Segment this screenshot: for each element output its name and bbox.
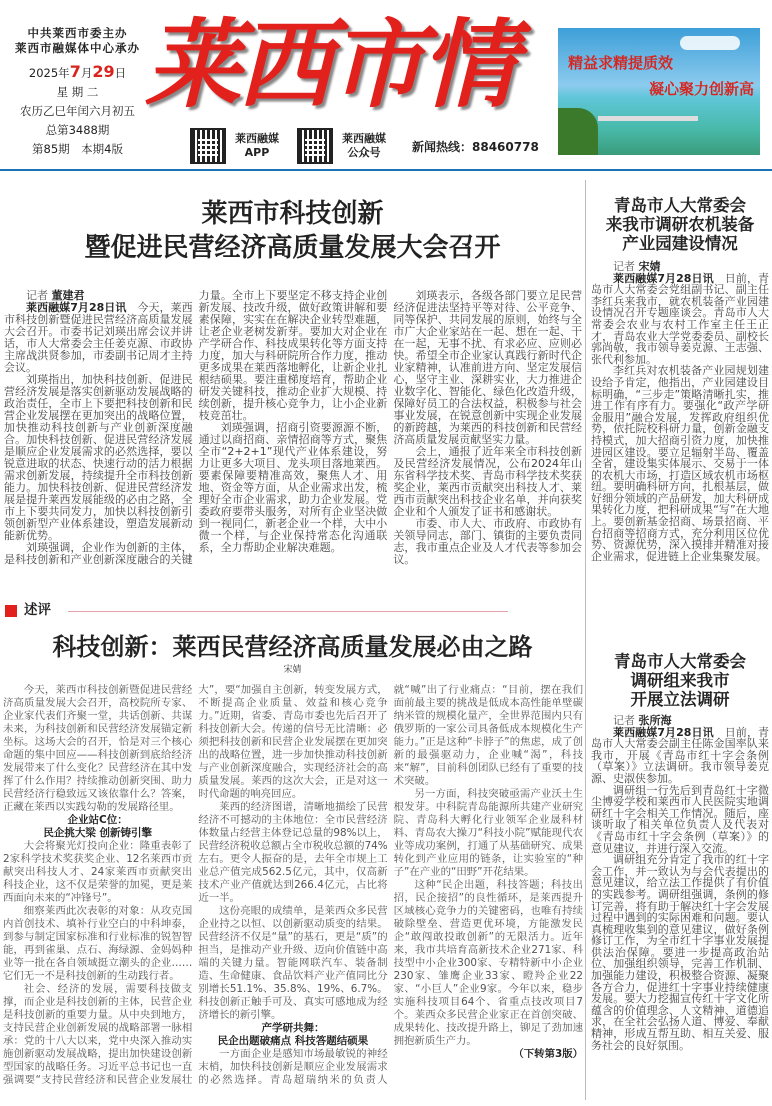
- qr-code-wechat-icon[interactable]: [297, 128, 333, 164]
- paragraph-text: 日前，青岛市人大常委会副主任陈金国率队来我市，开展《青岛市红十字会条例（草案）》立法调研。我市领导姜克源、史淑侠参加。: [591, 725, 770, 785]
- issue-info: [10, 26, 145, 159]
- date-year: 2025年: [28, 66, 70, 80]
- paragraph: 刘瑛表示，各级各部门要立足民营经济促进法坚持平等对待、公平竞争、同等保护、共同发展的原则，始终与全市广大企业家站在一起、想在一起、干在一起，无事不扰、有求必应、应则必快。希望全市企业家认真践行新时代企业家精神，认准前进方向、坚定发展信心，坚守主业、深耕实业，大力推进企业数字化、智能化、绿色化改造升级，保障好员工的合法权益，积极参与社会事业发展，在锐意创新中实现企业发展的新跨越，为莱西的科技创新和民营经济高质量发展贡献坚实力量。: [393, 289, 582, 446]
- section-header: [5, 603, 585, 619]
- paragraph: 李红兵对农机装备产业园规划建设给予肯定，他指出，产业园建设目标明确，“三步走”策略清晰扎实，推进工作有序有力。要强化“政产学研金服用”融合发展，发挥政府组织优势，依托院校科研力量，创新金融支持模式，加大招商引资力度，加快推进园区建设。要立足辐射半岛、覆盖全省，建设集实体展示、交易于一体的农机大市场，打造区域农机市场枢纽。要明确科研方向，扎根基层，做好细分领域的产品研发，加大科研成果转化力度，把科研成果“写”在大地上。要创新基金招商、场景招商、平台招商等招商方式，充分利用区位优势、资源优势，深入摸排并精准对接企业需求，促进链上企业集聚发展。: [591, 364, 769, 563]
- byline-label: 记者: [613, 714, 635, 727]
- dateline: 莱西融媒7月28日讯: [613, 271, 714, 285]
- total-issue: 总第3488期: [45, 123, 110, 137]
- lead-title-line2: 暨促进民营经济高质量发展大会召开: [84, 233, 501, 263]
- issue-number: 第85期 本期4版: [32, 142, 123, 156]
- side-article-1: [591, 196, 769, 562]
- date-month-unit: 月: [80, 66, 93, 80]
- subheading: 民企挑大梁 创新铸引擎: [43, 827, 152, 839]
- date-day-unit: 日: [114, 66, 127, 80]
- lead-title-line1: 莱西市科技创新: [201, 199, 384, 229]
- column-divider: [585, 180, 586, 1100]
- side2-title-line: 开展立法调研: [630, 690, 730, 709]
- commentary-body: [3, 684, 583, 1087]
- paragraph: 一方面企业是感知市场最敏锐的神经末梢，加快科技创新是顺应企业发展需求的必然选择。青岛超瑞纳米的负责人就“喊”出了行业痛点：“目前，摆在我们面前最主要的挑战是低成本高性能单壁碳纳米管的规模化量产，全世界范围内只有俄罗斯的一家公司具备低成本规模化生产能力。”正是这种“卡脖子”的焦虑，成了创新的最强驱动力，企业喊“渴”，科技来“解”，目前科创团队已经有了重要的技术突破。: [198, 684, 583, 1086]
- section-label: 述评: [24, 602, 51, 618]
- qr-app-label: 莱西融媒 APP: [235, 132, 279, 159]
- subheading: 民企出题破痛点 科技答题结硕果: [217, 1035, 369, 1047]
- lead-article-body: [4, 290, 582, 566]
- paragraph: [591, 273, 769, 366]
- lunar-date: 农历乙巳年闰六月初五: [20, 104, 135, 118]
- cloud-shape: [680, 36, 740, 50]
- red-square-icon: [5, 605, 17, 617]
- paragraph-text: 日前，青岛市人大常委会党组副书记、副主任李红兵来我市，就农机装备产业园建设情况召开专题座谈会。青岛市人大常委会农业与农村工作室主任王正才，青岛农业大学党委委员、副校长郭尚敬，我市领导姜克源、王志强、张代利参加。: [591, 271, 770, 366]
- paragraph: [591, 727, 769, 785]
- side2-title-line: 调研组来我市: [630, 671, 730, 690]
- side-article-2: [591, 652, 769, 1051]
- paragraph: 社会、经济的发展，需要科技做支撑，而企业是科技创新的主体，民营企业是科技创新的重要力量。从中央到地方，支持民营企业创新发展的战略部署一脉相承：党的十八大以来，党中央深入推动实施创新驱动发展战略，提出加快建设创新型国家的战略任务。习近平总书记也一直强调要“支持民营经济和民营企业发展壮大”，要“加强自主创新，转变发展方式，不断提高企业质量、效益和核心竞争力。”近期，省委、青岛市委也先后召开了科技创新大会。传递的信号无比清晰：必须把科技创新和民营企业发展摆在更加突出的战略位置，进一步加快推动科技创新与产业创新深度融合，实现经济社会的高质量发展。莱西的这次大会，正是对这一时代命题的响亮回应。: [3, 684, 388, 1086]
- pier-shape: [598, 116, 698, 121]
- issue-date: [10, 62, 145, 83]
- paragraph: 细察莱西此次表彰的对象：从攻克国内首创技术、填补行业空白的中科坤泰，到参与制定国家标准和行业标准的锐智智能，再到雀巢、点石、海绿源、金妈妈种业等一批在各自领域挺立潮头的企业……它们无一不是科技创新的生动践行者。: [3, 905, 193, 982]
- section-rule: [68, 611, 508, 612]
- header-rule: [0, 169, 772, 171]
- paragraph: 调研组充分肯定了我市的红十字会工作，并一致认为与会代表提出的意见建议，给立法工作提供了有价值的实践参考。调研组强调，条例的修订完善，将有助于解决红十字会发展过程中遇到的实际困难和问题。要认真梳理收集到的意见建议，做好条例修订工作，为全市红十字事业发展提供法治保障。要进一步提高政治站位、加强组织领导，完善工作机制、加强能力建设，积极整合资源、凝聚各方合力，促进红十字事业持续健康发展。要大力挖掘宣传红十字文化所蕴含的价值理念、人文精神、道德追求，在全社会弘扬人道、博爱、奉献精神，形成互帮互助、相互关爱、服务社会的良好氛围。: [591, 853, 769, 1052]
- paragraph: 刘瑛强调，招商引资要源源不断，通过以商招商、亲情招商等方式，聚焦全市“2+2+1”现代产业体系建设，努力让更多大项目、龙头项目落地莱西。要素保障要精准高效，聚焦人才、用地、资金等方面，从企业需求出发，梳理好全市企业需求，助力企业发展。党委政府要带头服务，对所有企业坚决做到一视同仁，新老企业一个样，大中小微一个样，与企业保持常态化沟通联系，全力帮助企业解决难题。: [198, 421, 388, 554]
- banner-image: [558, 28, 760, 155]
- byline-name: 董建君: [51, 289, 85, 302]
- paragraph: 刘瑛强调，企业作为创新的主体，是科技创新和产业创新深度融合的关键力量。全市上下要坚定不移支持企业创新发展、技改升级，做好政策讲解和要素保障，实实在在解决企业转型难题，让老企业老树发新芽。要加大对企业在产学研合作、科技成果转化等方面支持力度，加大与科研院所合作力度，推动更多成果在莱西落地孵化，让新企业扎根结硕果。要注重梯度培育，帮助企业研发关键科技，推动企业扩大规模、持续创新，提升核心竞争力，让小企业新枝竞茁壮。: [4, 289, 388, 566]
- subheading: 产学研共舞：: [261, 1022, 325, 1034]
- paragraph-text: 今天，莱西市科技创新暨促进民营经济高质量发展大会召开。市委书记刘瑛出席会议并讲话，市人大常委会主任姜克源、市政协主席战洪贤参加，市委副书记周才主持会议。: [4, 301, 193, 374]
- paragraph: 调研组一行先后到青岛红十字微尘博爱学校和莱西市人民医院实地调研红十字会相关工作情况。随后，座谈听取了相关单位负责人及代表对《青岛市红十字会条例（草案）》的意见建议，并进行深入交流。: [591, 783, 769, 855]
- banner-slogan-1: 精益求精提质效: [568, 54, 674, 72]
- side1-title-line: 产业园建设情况: [622, 234, 738, 253]
- paragraph: 莱西的经济图谱，清晰地描绘了民营经济不可撼动的主体地位：全市民营经济体数量占经营主体登记总量的98%以上，民营经济税收总额占全市税收总额的74%左右。更令人振奋的是，去年全市规上工业总产值完成562.5亿元，其中，仅高新技术产业产值就达到266.4亿元，占比将近一半。: [198, 801, 388, 904]
- byline-name: 张所海: [638, 714, 672, 727]
- date-day: 29: [92, 62, 115, 81]
- side1-title-line: 青岛市人大常委会: [614, 196, 746, 215]
- subheading: 企业站C位：: [67, 814, 128, 826]
- paragraph: 大会将聚光灯投向企业：隆重表彰了2家科学技术奖获奖企业、12名莱西市贡献突出科技人才、24家莱西市贡献突出科技企业，这不仅是荣誉的加冕，更是莱西面向未来的“冲锋号”。: [3, 840, 193, 904]
- trees-shape: [558, 108, 598, 155]
- qr-wechat-label: 莱西融媒 公众号: [342, 132, 386, 159]
- date-month: 7: [69, 62, 81, 81]
- byline-label: 记者: [26, 289, 48, 302]
- paragraph: 今天，莱西市科技创新暨促进民营经济高质量发展大会召开，高校院所专家、企业家代表们齐聚一堂，共话创新、共谋未来，为科技创新和民营经济发展锚定新坐标。这场大会的召开，恰是对三个核心命题的集中回应——科技创新到底给经济发展带来了什么变化？民营经济在其中发挥了什么作用？持续推动创新突围、助力民营经济行稳致远又该依靠什么？答案，正藏在莱西以实践勾勒的发展路径里。: [3, 684, 193, 813]
- sponsor: 中共莱西市委主办: [27, 26, 128, 40]
- dateline: 莱西融媒7月28日讯: [26, 301, 127, 314]
- paragraph: 这种“民企出题，科技答题；科技出招，民企接招”的良性循环，是莱西提升区域核心竞争力的关键密码，也唯有持续破除壁垒、营造更优环境，方能激发民企“敢闯敢投敢创新”的无限活力。近年来，我市共培育高新技术企业271家、科技型中小企业300家、专精特新中小企业230家、雏鹰企业33家、瞪羚企业22家、“小巨人”企业9家。今年以来，稳步实施科技项目64个、省重点技改项目7个。莱西众多民营企业家正在首创突破、成果转化、技改提升路上，铆足了劲加速拥抱新质生产力。: [393, 879, 583, 1047]
- continued-notice[interactable]: （下转第3版）: [513, 1048, 583, 1060]
- qr-code-app-icon[interactable]: [190, 128, 226, 164]
- byline-name: 宋婧: [638, 260, 661, 273]
- paragraph: 刘瑛指出，加快科技创新、促进民营经济发展是落实创新驱动发展战略的政治责任，全市上下要把科技创新和民营企业发展摆在更加突出的战略位置，加快推动科技创新与产业创新深度融合。加快科技创新、促进民营经济发展是顺应企业发展需求的必然选择，要以锐意进取的状态、快速行动的活力根据需求创新发展，持续提升全市科技创新能力。加快科技创新、促进民营经济发展是提升莱西发展能级的必由之路，全市上下要共同发力，加快以科技创新引领创新型产业体系建设，塑造发展新动能新优势。: [4, 373, 193, 542]
- commentary-title: 科技创新：莱西民营经济高质量发展必由之路: [52, 632, 533, 661]
- paragraph: 市委、市人大、市政府、市政协有关领导同志，部门、镇街的主要负责同志，我市重点企业及人才代表等参加会议。: [393, 517, 582, 566]
- side2-title-line: 青岛市人大常委会: [614, 652, 746, 671]
- publisher: 莱西市融媒体中心承办: [15, 41, 140, 55]
- paragraph: 这份亮眼的成绩单，是莱西众多民营企业持之以恒、以创新驱动质变的结果。民营经济不仅是“量”的基石，更是“质”的担当，是推动产业升级、迈向价值链中高端的关键力量。智能网联汽车、装备制造、生命健康、食品饮料产业产值同比分别增长51.1%、35.8%、19%、6.7%。科技创新正触手可及、真实可感地成为经济增长的新引擎。: [198, 905, 388, 1021]
- dateline: 莱西融媒7月28日讯: [613, 725, 714, 739]
- side1-title-line: 来我市调研农机装备: [605, 215, 755, 234]
- banner-slogan-2: 凝心聚力创新高: [648, 80, 754, 98]
- paragraph: 另一方面，科技突破亟需产业沃土生根发芽。中科院青岛能源所共建产业研究院、青岛科大孵化行业领军企业晟科材料、青岛农大操刀“科技小院”赋能现代农业等成功案例，打通了从基础研究、成果转化到产业应用的链条，让实验室的“种子”在产业的“田野”开花结果。: [393, 788, 583, 878]
- paragraph: 会上，通报了近年来全市科技创新及民营经济发展情况，公布2024年山东省科学技术奖、青岛市科学技术奖获奖企业，莱西市贡献突出科技人才、莱西市贡献突出科技企业名单，并向获奖企业和个人颁发了证书和感谢状。: [393, 445, 582, 518]
- paragraph: [4, 302, 193, 374]
- weekday: 星 期 二: [56, 85, 99, 99]
- news-hotline: 新闻热线：88460778: [412, 140, 539, 154]
- masthead-logo: 莱西市情: [145, 8, 513, 121]
- commentary-author: 宋婧: [283, 665, 302, 675]
- byline-label: 记者: [613, 260, 635, 273]
